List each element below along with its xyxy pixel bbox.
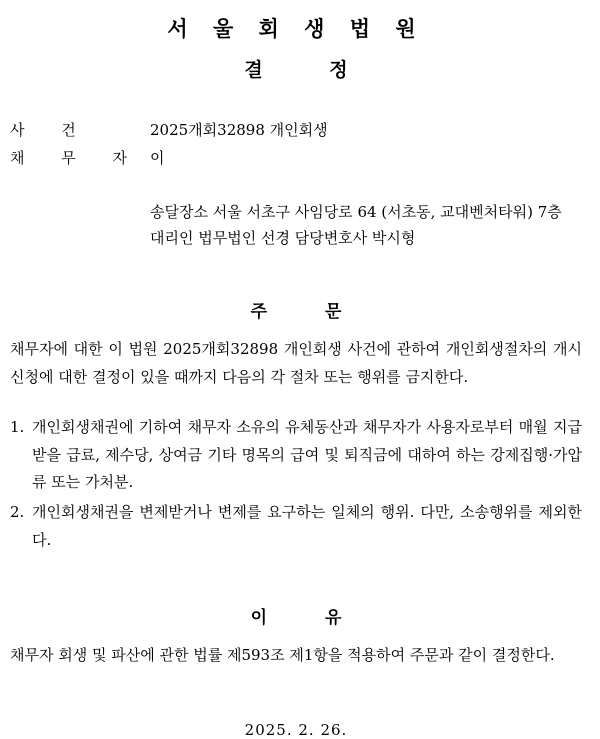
reason-heading: 이 유 <box>250 607 368 628</box>
list-item <box>10 499 582 555</box>
address-block <box>150 199 582 252</box>
decision-date: 2025. 2. 26. <box>244 721 348 739</box>
reason-paragraph: 채무자 회생 및 파산에 관한 법률 제593조 제1항을 적용하여 주문과 같이 결정한다. <box>10 645 555 664</box>
meta-row <box>10 144 582 173</box>
meta-value-debtor: 이 <box>150 149 165 168</box>
meta-label-case: 사 건 <box>10 120 92 139</box>
list-item-text: 개인회생채권에 기하여 채무자 소유의 유체동산과 채무자가 사용자로부터 매월 지급받을 급료, 제수당, 상여금 기타 명목의 급여 및 퇴직금에 대하여 하는 강제집행·가압류 또는 가처분. <box>32 417 582 492</box>
document-title: 결 정 <box>244 59 378 82</box>
list-item-number: 2. <box>10 503 25 522</box>
meta-row <box>10 116 582 145</box>
prohibited-actions-list <box>10 414 582 555</box>
address-line-service: 송달장소 서울 서초구 사임당로 64 (서초동, 교대벤처타워) 7층 <box>150 202 562 221</box>
list-item <box>10 414 582 497</box>
court-name: 서 울 회 생 법 원 <box>167 16 425 41</box>
list-item-number: 1. <box>10 417 25 436</box>
meta-label-debtor: 채 무 자 <box>10 149 144 168</box>
main-text-heading: 주 문 <box>250 302 368 323</box>
main-paragraph: 채무자에 대한 이 법원 2025개회32898 개인회생 사건에 관하여 개인회생절차의 개시신청에 대한 결정이 있을 때까지 다음의 각 절차 또는 행위를 금지한다. <box>10 340 582 387</box>
list-item-text: 개인회생채권을 변제받거나 변제를 요구하는 일체의 행위. 다만, 소송행위를 제외한다. <box>32 503 582 549</box>
address-line-representative: 대리인 법무법인 선경 담당변호사 박시형 <box>150 229 416 248</box>
meta-value-case: 2025개회32898 개인회생 <box>150 120 328 139</box>
case-meta-block <box>10 116 582 173</box>
